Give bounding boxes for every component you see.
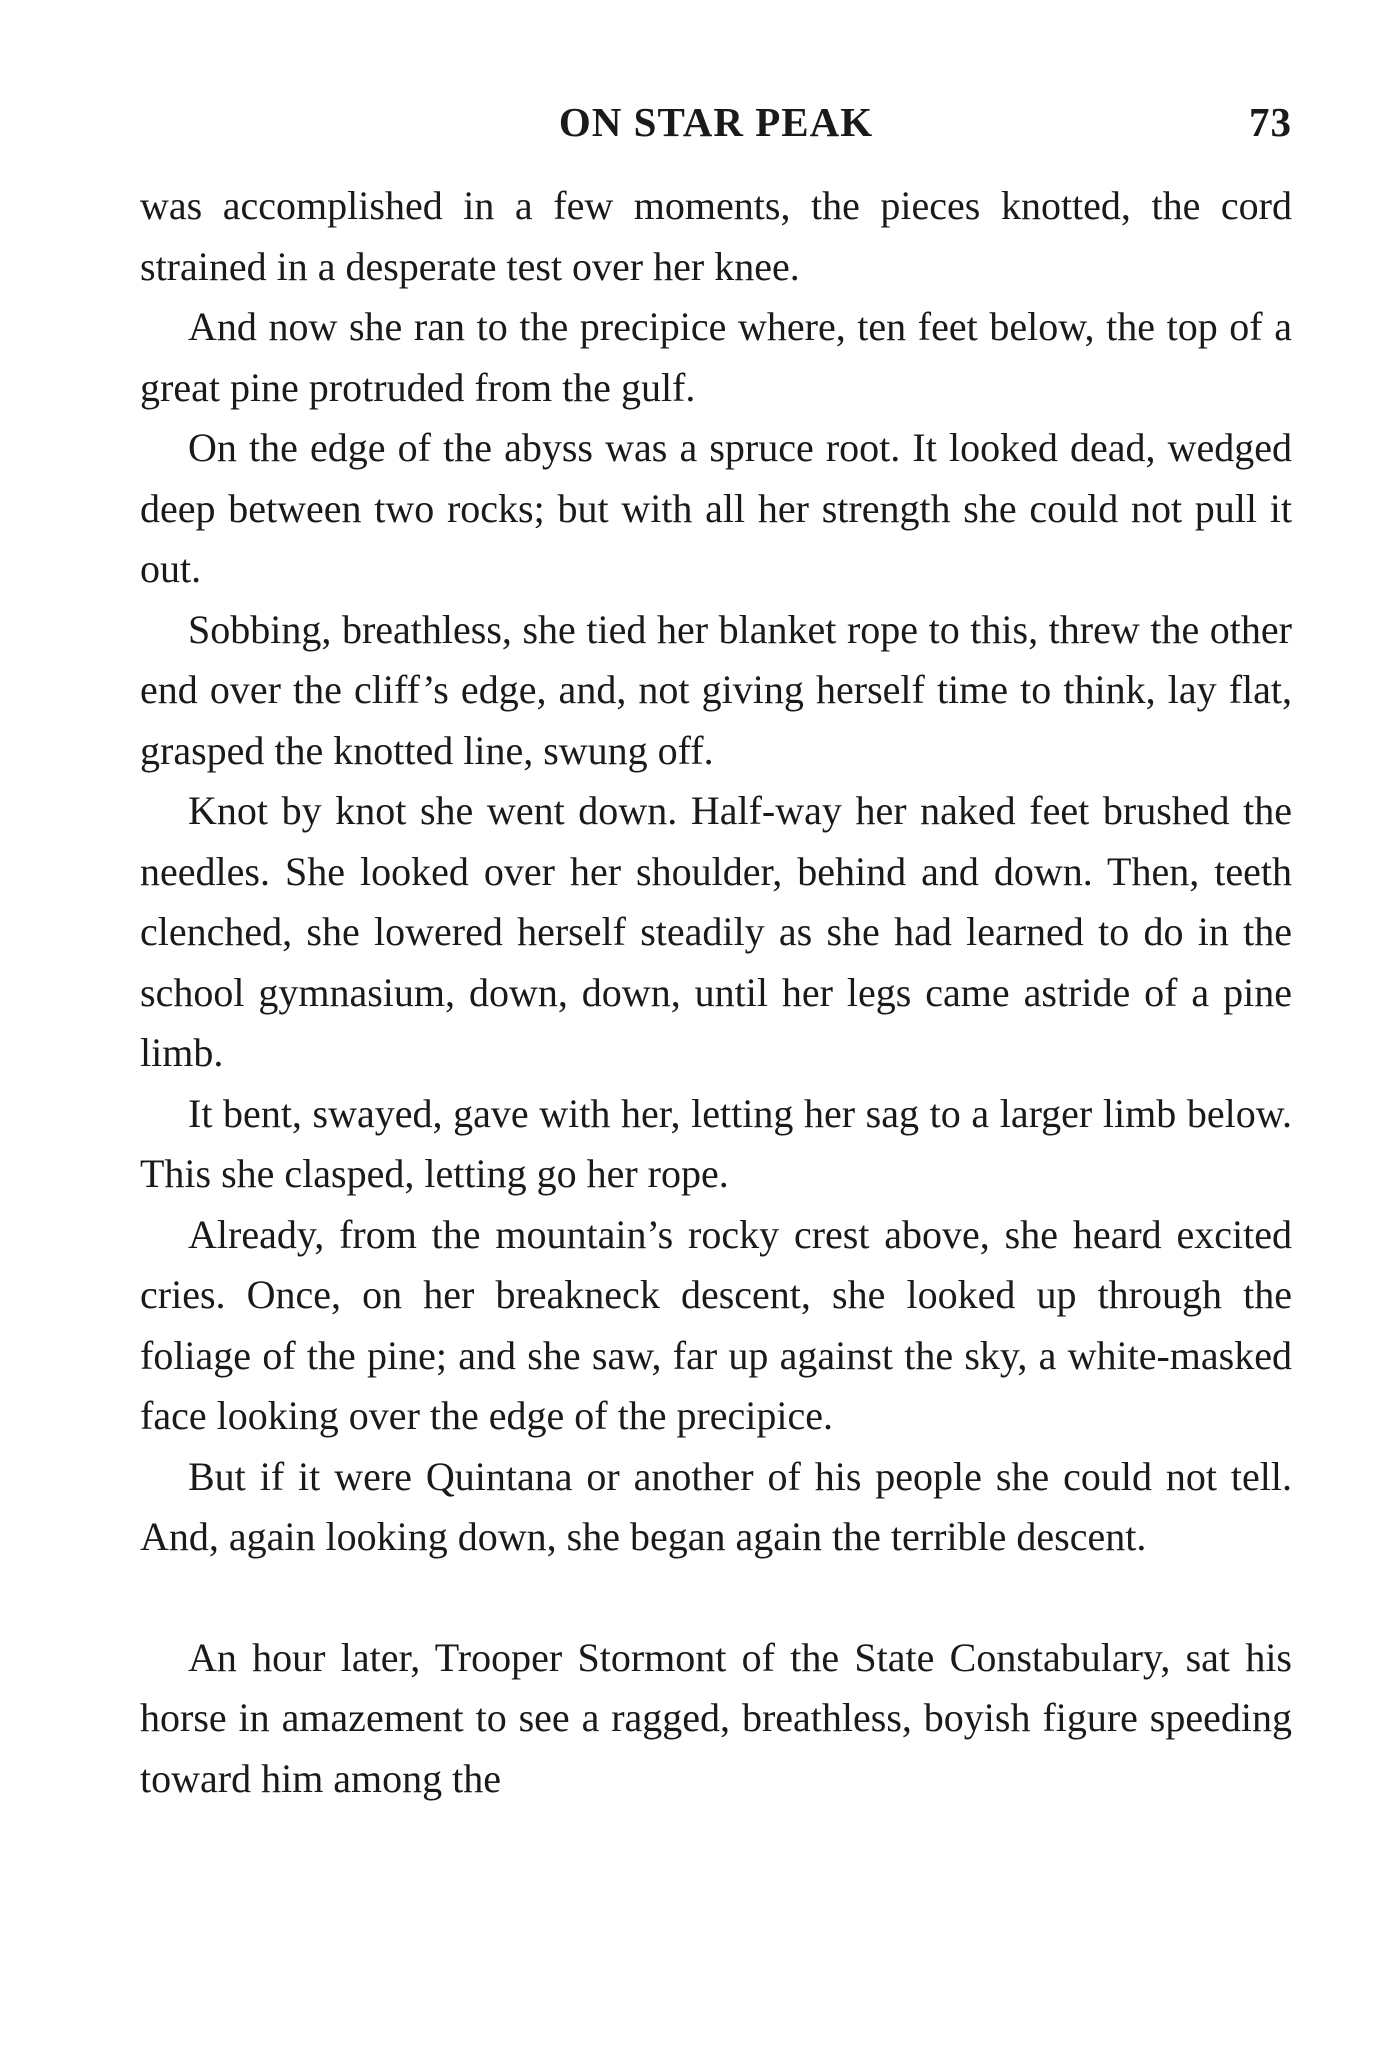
paragraph: Sobbing, breathless, she tied her blanket rope to this, threw the other end over the cliff’s edge, and, not giving herself time to think, lay flat, grasped the knotted line, swung off. (140, 606, 1292, 773)
paragraph: But if it were Quintana or another of his people she could not tell. And, again looking down, she began again the terrible descent. (140, 1453, 1292, 1559)
paragraph: was accomplished in a few moments, the pieces knotted, the cord strained in a desperate test over her knee. (140, 183, 1292, 289)
paragraph: And now she ran to the precipice where, ten feet below, the top of a great pine protruded from the gulf. (140, 304, 1292, 410)
running-head (140, 98, 1292, 152)
paragraph: On the edge of the abyss was a spruce root. It looked dead, wedged deep between two rocks; but with all her strength she could not pull it out. (140, 425, 1292, 591)
paragraph: It bent, swayed, gave with her, letting her sag to a larger limb below. This she clasped, letting go her rope. (140, 1090, 1292, 1196)
paragraph: Already, from the mountain’s rocky crest above, she heard excited cries. Once, on her breakneck descent, she looked up through the foliage of the pine; and she saw, far up against the sky, a white-masked face looking over the edge of the precipice. (140, 1211, 1292, 1438)
running-title: ON STAR PEAK (558, 99, 874, 145)
paragraph: Knot by knot she went down. Half-way her naked feet brushed the needles. She looked over her shoulder, behind and down. Then, teeth clenched, she lowered herself steadily as she had learned to do in the school gymnasium, down, down, until her legs came astride of a pine limb. (140, 788, 1292, 1075)
paragraph: An hour later, Trooper Stormont of the State Constabulary, sat his horse in amazement to see a ragged, breathless, boyish figure speeding toward him among the (140, 1634, 1292, 1801)
body-text (140, 176, 1292, 1809)
section-break (140, 1568, 1292, 1628)
page-number: 73 (1249, 99, 1292, 145)
